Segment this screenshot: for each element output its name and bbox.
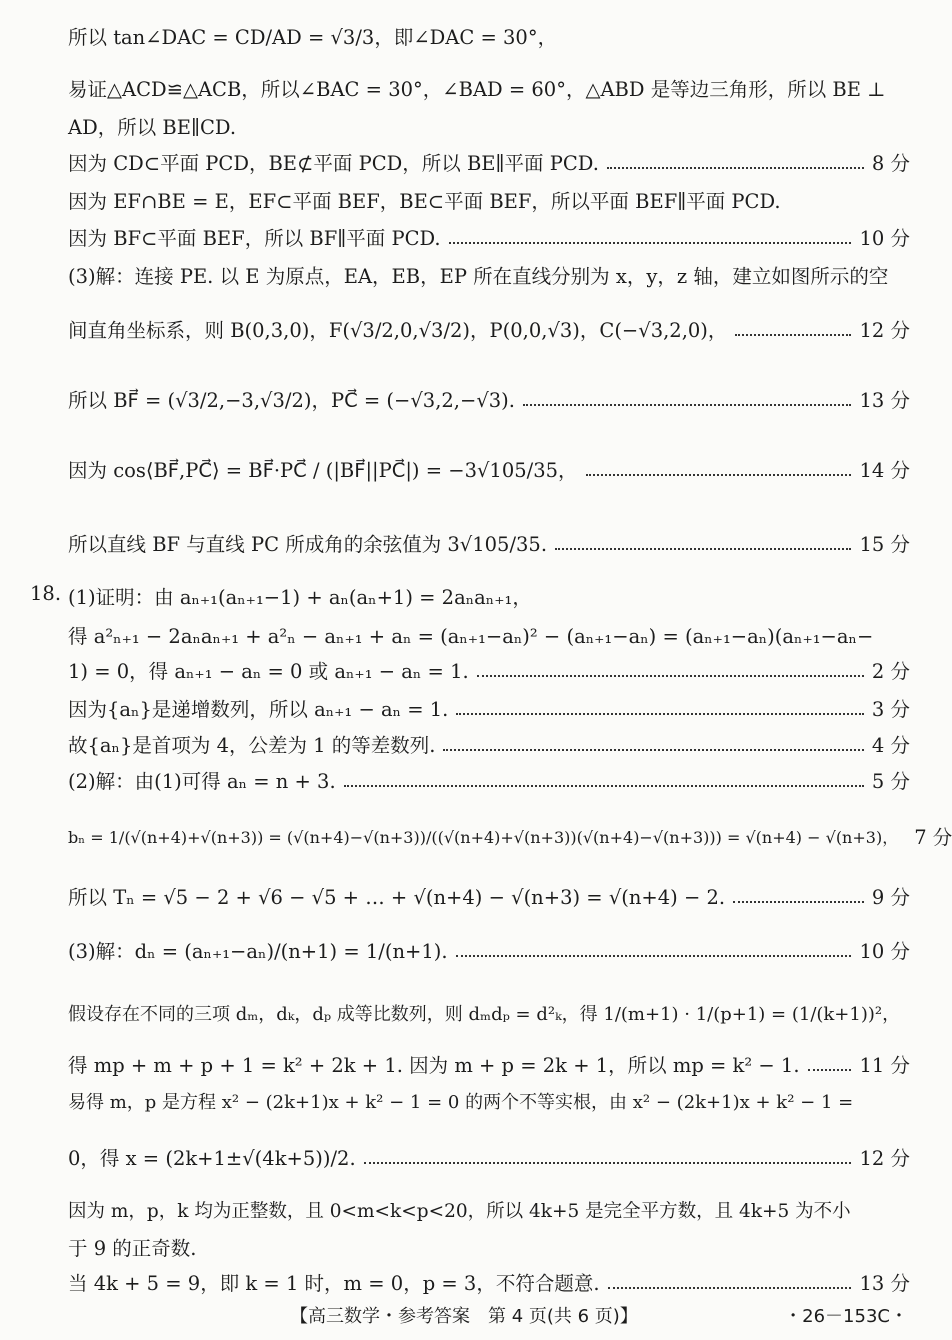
dot-leader — [733, 901, 864, 903]
score-label: 11 分 — [859, 1054, 910, 1077]
dot-leader — [477, 675, 864, 677]
dot-leader — [607, 167, 864, 169]
dot-leader — [443, 749, 863, 751]
solution-line: 因为 BF⊂平面 BEF，所以 BF∥平面 PCD. 10 分 — [68, 223, 910, 251]
dot-leader — [456, 955, 852, 957]
solution-line: (3)解：连接 PE. 以 E 为原点，EA，EB，EP 所在直线分别为 x，y，z 轴，建立如图所示的空 — [68, 265, 889, 288]
dot-leader — [344, 785, 864, 787]
dot-leader — [523, 404, 851, 406]
solution-line: (1)证明：由 aₙ₊₁(aₙ₊₁−1) + aₙ(aₙ+1) = 2aₙaₙ₊₁， — [68, 586, 532, 609]
dot-leader — [456, 713, 864, 715]
score-label: 13 分 — [859, 389, 910, 412]
dot-leader — [449, 242, 852, 244]
score-label: 3 分 — [871, 698, 910, 721]
score-label: 7 分 — [914, 826, 952, 849]
score-label: 9 分 — [871, 886, 910, 909]
solution-line: 所以直线 BF 与直线 PC 所成角的余弦值为 3√105/35. 15 分 — [68, 529, 910, 557]
solution-line: 因为{aₙ}是递增数列，所以 aₙ₊₁ − aₙ = 1. 3 分 — [68, 694, 910, 722]
problem-number: 18. — [30, 582, 62, 605]
score-label: 2 分 — [871, 660, 910, 683]
solution-line: 当 4k + 5 = 9，即 k = 1 时，m = 0，p = 3，不符合题意. 13 分 — [68, 1268, 910, 1296]
solution-line: 得 mp + m + p + 1 = k² + 2k + 1. 因为 m + p = 2k + 1，所以 mp = k² − 1. 11 分 — [68, 1050, 910, 1078]
score-label: 10 分 — [859, 940, 910, 963]
score-label: 14 分 — [859, 459, 910, 482]
solution-line: 易证△ACD≌△ACB，所以∠BAC = 30°，∠BAD = 60°，△ABD 是等边三角形，所以 BE ⊥ — [68, 78, 886, 101]
footer-title: 【高三数学・参考答案 第 4 页(共 6 页)】 — [290, 1306, 638, 1327]
dot-leader — [735, 334, 851, 336]
solution-line: 所以 tan∠DAC = CD/AD = √3/3，即∠DAC = 30°， — [68, 26, 558, 49]
solution-line: 因为 CD⊂平面 PCD，BE⊄平面 PCD，所以 BE∥平面 PCD. 8 分 — [68, 148, 910, 176]
score-label: 10 分 — [859, 227, 910, 250]
score-label: 8 分 — [871, 152, 910, 175]
solution-line: 因为 EF∩BE = E，EF⊂平面 BEF，BE⊂平面 BEF，所以平面 BEF∥平面 PCD. — [68, 190, 781, 213]
dot-leader — [586, 474, 852, 476]
solution-line: (2)解：由(1)可得 aₙ = n + 3. 5 分 — [68, 766, 910, 794]
solution-line: 1) = 0，得 aₙ₊₁ − aₙ = 0 或 aₙ₊₁ − aₙ = 1. 2 分 — [68, 656, 910, 684]
footer-code: ・26－153C・ — [784, 1306, 908, 1327]
solution-line: 假设存在不同的三项 dₘ，dₖ，dₚ 成等比数列，则 dₘdₚ = d²ₖ，得 1/(m+1) · 1/(p+1) = (1/(k+1))²， — [68, 1004, 901, 1025]
dot-leader — [555, 548, 851, 550]
dot-leader — [808, 1069, 852, 1071]
score-label: 13 分 — [859, 1272, 910, 1295]
solution-line: 于 9 的正奇数. — [68, 1237, 197, 1260]
solution-line: 0，得 x = (2k+1±√(4k+5))/2. 12 分 — [68, 1143, 910, 1171]
solution-line: 所以 BF⃗ = (√3/2,−3,√3/2)，PC⃗ = (−√3,2,−√3). 13 分 — [68, 385, 910, 413]
score-label: 4 分 — [871, 734, 910, 757]
solution-line: 因为 m，p，k 均为正整数，且 0<m<k<p<20，所以 4k+5 是完全平方数，且 4k+5 为不小 — [68, 1201, 851, 1222]
score-label: 15 分 — [859, 533, 910, 556]
solution-line: 得 a²ₙ₊₁ − 2aₙaₙ₊₁ + a²ₙ − aₙ₊₁ + aₙ = (aₙ₊₁−aₙ)² − (aₙ₊₁−aₙ) = (aₙ₊₁−aₙ)(aₙ₊₁−aₙ− — [68, 625, 874, 648]
score-label: 5 分 — [871, 770, 910, 793]
score-label: 12 分 — [859, 319, 910, 342]
dot-leader — [608, 1287, 852, 1289]
solution-line: 所以 Tₙ = √5 − 2 + √6 − √5 + … + √(n+4) − √(n+3) = √(n+4) − 2. 9 分 — [68, 882, 910, 910]
solution-line: 间直角坐标系，则 B(0,3,0)，F(√3/2,0,√3/2)，P(0,0,√3)，C(−√3,2,0)， 12 分 — [68, 315, 910, 343]
dot-leader — [364, 1162, 852, 1164]
solution-line: bₙ = 1/(√(n+4)+√(n+3)) = (√(n+4)−√(n+3))/((√(n+4)+√(n+3))(√(n+4)−√(n+3))) = √(n+4) − √(n+3)， 7 分 — [68, 822, 910, 850]
solution-line: (3)解：dₙ = (aₙ₊₁−aₙ)/(n+1) = 1/(n+1). 10 分 — [68, 936, 910, 964]
solution-line: 故{aₙ}是首项为 4，公差为 1 的等差数列. 4 分 — [68, 730, 910, 758]
solution-line: AD，所以 BE∥CD. — [68, 116, 237, 139]
solution-line: 因为 cos⟨BF⃗,PC⃗⟩ = BF⃗·PC⃗ / (|BF⃗||PC⃗|) = −3√105/35， 14 分 — [68, 455, 910, 483]
solution-line: 易得 m，p 是方程 x² − (2k+1)x + k² − 1 = 0 的两个不等实根，由 x² − (2k+1)x + k² − 1 = — [68, 1092, 854, 1113]
score-label: 12 分 — [859, 1147, 910, 1170]
